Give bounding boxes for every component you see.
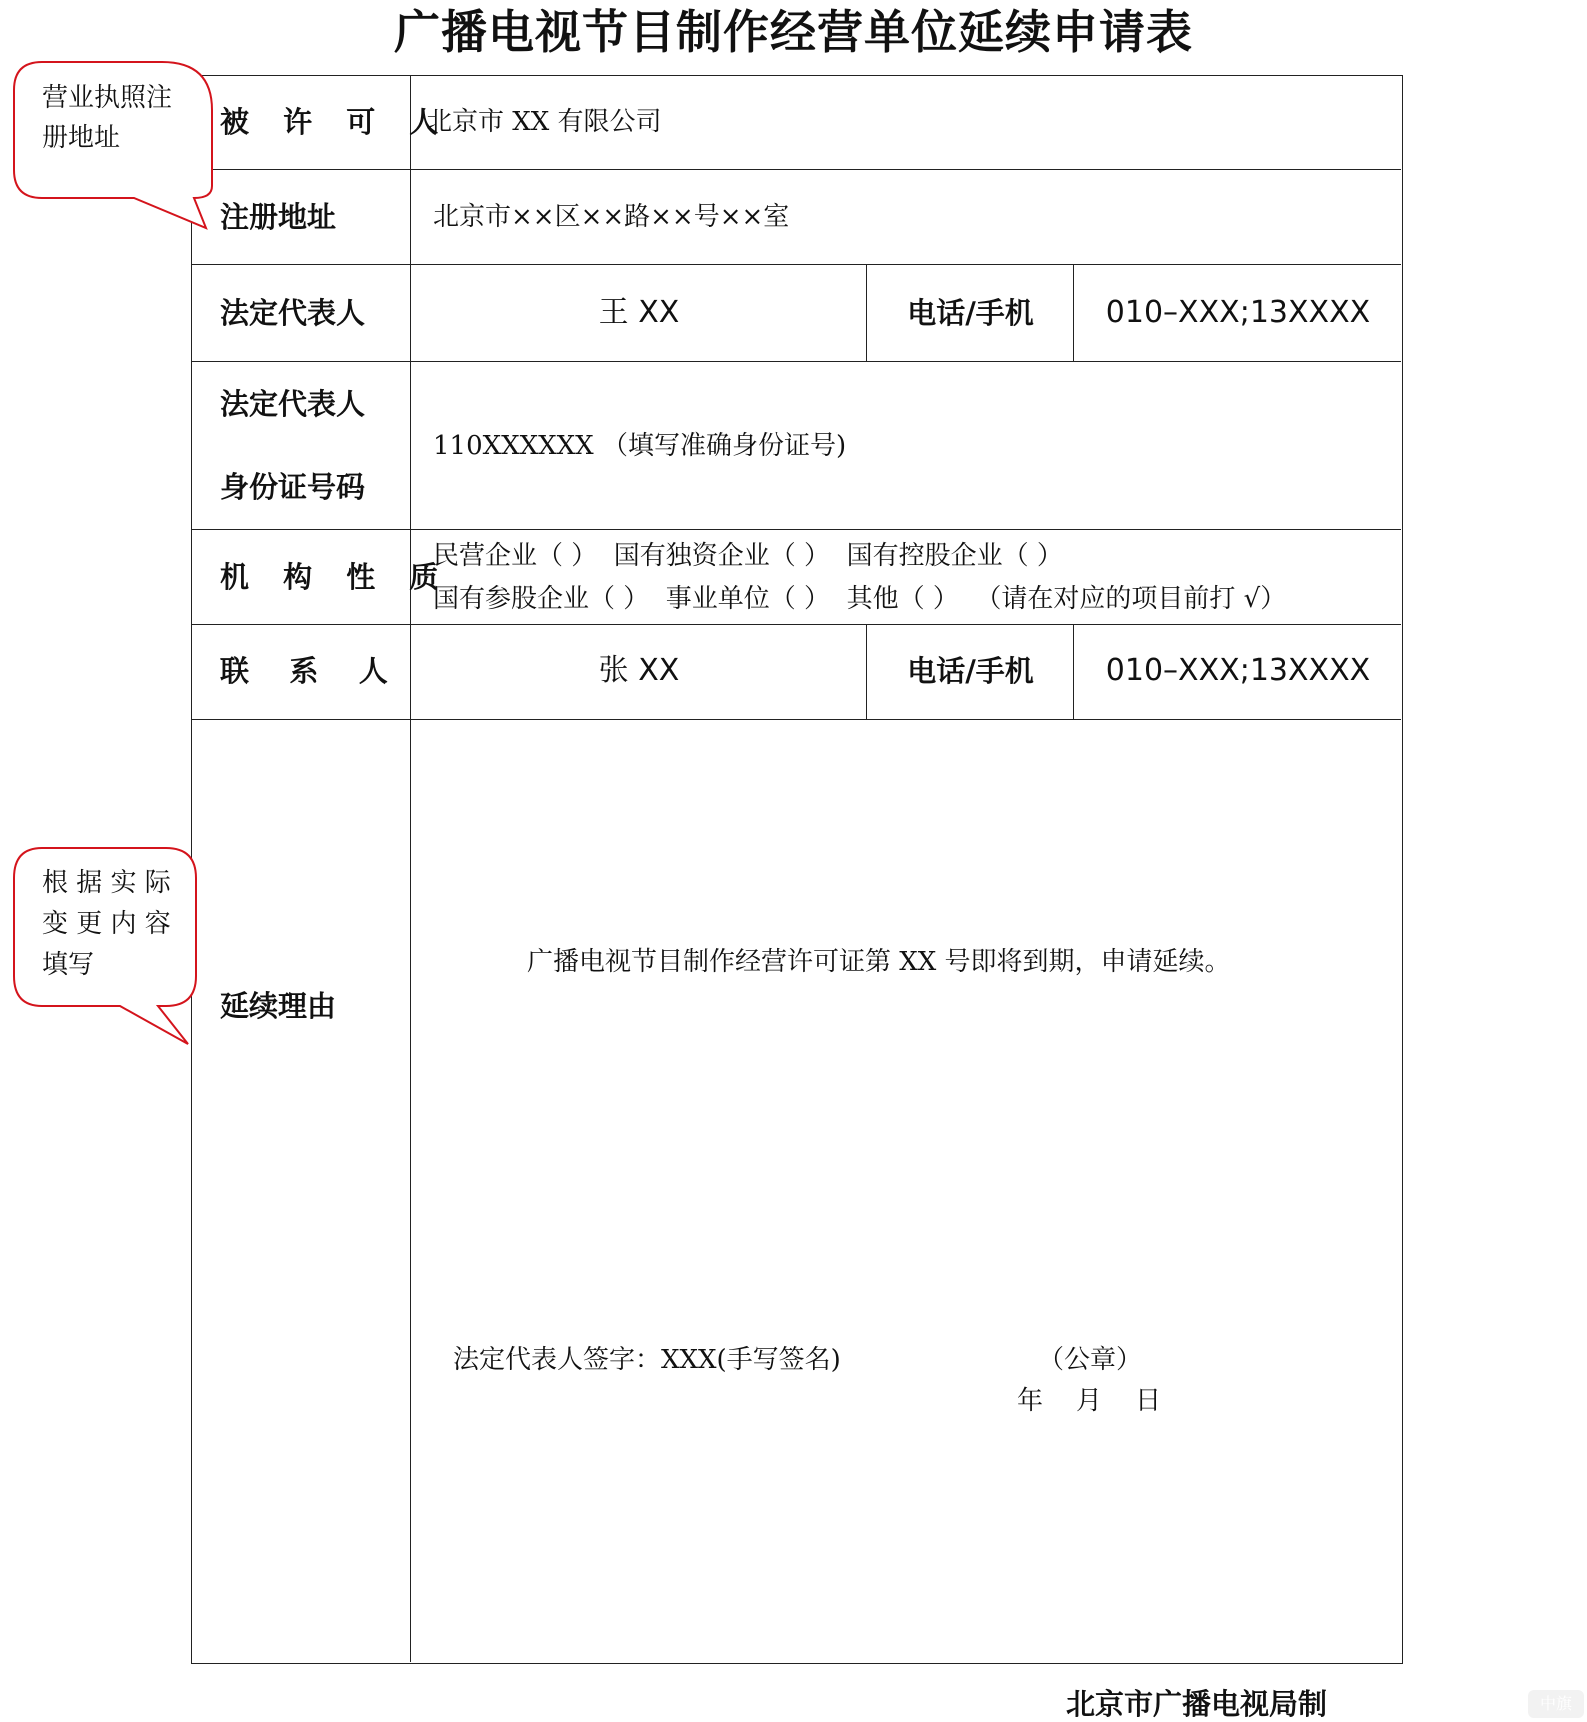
row-divider xyxy=(192,361,1401,362)
page-title: 广播电视节目制作经营单位延续申请表 xyxy=(394,5,1193,59)
watermark-logo: 中旗 xyxy=(1528,1690,1584,1718)
phone-value-divider xyxy=(1073,624,1074,719)
legal-rep-label: 法定代表人 xyxy=(220,296,366,330)
org-nature-label: 机 构 性 质 xyxy=(220,560,451,594)
legal-rep-phone-label: 电话/手机 xyxy=(907,296,1034,330)
contact-phone-value: 010–XXX;13XXXX xyxy=(1105,653,1371,688)
row-divider xyxy=(192,169,1401,170)
contact-phone-label: 电话/手机 xyxy=(907,654,1034,688)
licensee-label: 被 许 可 人 xyxy=(220,105,451,139)
row-divider xyxy=(192,624,1401,625)
reason-note-line2: 变 更 内 容 xyxy=(42,909,171,939)
legal-rep-id-value: 110XXXXXX （填写准确身份证号) xyxy=(433,431,847,461)
legal-rep-id-label-line1: 法定代表人 xyxy=(220,387,366,421)
legal-rep-phone-value: 010–XXX;13XXXX xyxy=(1105,295,1371,330)
phone-label-divider xyxy=(866,264,867,361)
label-column-divider xyxy=(410,76,411,1662)
address-value: 北京市××区××路××号××室 xyxy=(433,202,790,232)
reason-text: 广播电视节目制作经营许可证第 XX 号即将到期，申请延续。 xyxy=(527,947,1231,977)
legal-rep-value: 王 XX xyxy=(598,295,680,330)
address-label: 注册地址 xyxy=(220,200,337,234)
phone-label-divider xyxy=(866,624,867,719)
row-divider xyxy=(192,264,1401,265)
contact-label: 联 系 人 xyxy=(220,654,388,688)
phone-value-divider xyxy=(1073,264,1074,361)
date-line: 年 月 日 xyxy=(1017,1386,1162,1416)
reason-label: 延续理由 xyxy=(220,989,337,1023)
org-nature-options-line1: 民营企业（ ） 国有独资企业（ ） 国有控股企业（ ） xyxy=(433,541,1063,571)
signature-line: 法定代表人签字：XXX(手写签名) xyxy=(453,1345,841,1375)
org-nature-options-line2: 国有参股企业（ ） 事业单位（ ） 其他（ ） （请在对应的项目前打 √） xyxy=(433,584,1287,614)
reason-note-line1: 根 据 实 际 xyxy=(42,868,171,898)
seal-placeholder: （公章） xyxy=(1038,1345,1143,1375)
application-form xyxy=(191,75,1403,1664)
address-note-line2: 册地址 xyxy=(42,123,121,153)
issuer-footer: 北京市广播电视局制 xyxy=(1066,1687,1328,1721)
licensee-value: 北京市 XX 有限公司 xyxy=(426,107,662,137)
legal-rep-id-label-line2: 身份证号码 xyxy=(220,470,366,504)
reason-note-line3: 填写 xyxy=(42,950,95,980)
row-divider xyxy=(192,719,1401,720)
contact-value: 张 XX xyxy=(598,653,680,688)
address-note-line1: 营业执照注 xyxy=(42,83,173,113)
row-divider xyxy=(192,529,1401,530)
